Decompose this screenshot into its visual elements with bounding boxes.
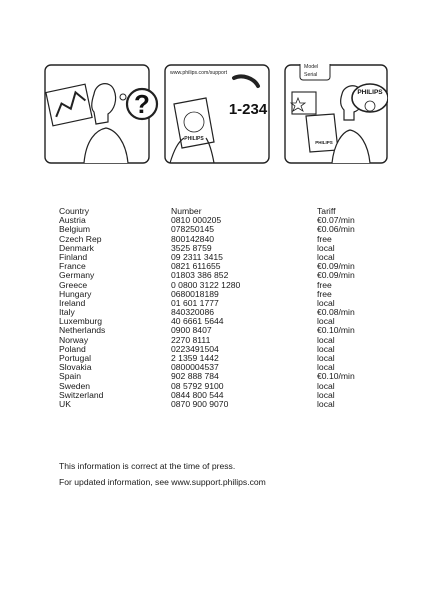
cell-number: 902 888 784	[171, 371, 219, 382]
cell-number: 0223491504	[171, 343, 219, 354]
cell-number: 01803 386 852	[171, 270, 229, 281]
brand-box: PHILIPS	[315, 140, 333, 145]
cell-country: Italy	[59, 307, 75, 318]
panel-model-serial	[285, 64, 388, 163]
cell-country: Norway	[59, 334, 89, 345]
cell-tariff: €0.06/min	[317, 224, 355, 235]
cell-country: Switzerland	[59, 389, 104, 400]
cell-tariff: local	[317, 353, 335, 363]
panel-question	[45, 65, 157, 163]
cell-number: 0810 000205	[171, 215, 222, 226]
cell-tariff: local	[317, 242, 335, 253]
cell-number: 0 0800 3122 1280	[171, 279, 241, 290]
cell-tariff: local	[317, 297, 335, 308]
cell-country: Slovakia	[59, 362, 92, 373]
cell-number: 09 2311 3415	[171, 251, 223, 262]
brand-right: PHILIPS	[357, 89, 383, 96]
cell-number: 0870 900 9070	[171, 398, 229, 409]
note-updated-info: For updated information, see www.support.philips.com	[59, 477, 266, 487]
cell-country: Hungary	[59, 288, 92, 299]
cell-country: Poland	[59, 343, 86, 354]
cell-country: Finland	[59, 251, 88, 262]
cell-tariff: €0.08/min	[317, 307, 355, 318]
cell-number: 0844 800 544	[171, 389, 224, 400]
cell-tariff: €0.07/min	[317, 215, 355, 226]
cell-number: 078250145	[171, 224, 215, 235]
table-row	[59, 400, 377, 409]
cell-tariff: €0.09/min	[317, 270, 355, 281]
cell-country: UK	[59, 398, 71, 409]
cell-country: Germany	[59, 270, 95, 281]
cell-country: Luxemburg	[59, 316, 102, 327]
cell-number: 0821 611655	[171, 261, 221, 272]
cell-number: 08 5792 9100	[171, 380, 224, 391]
cell-tariff: €0.10/min	[317, 371, 355, 382]
cell-tariff: local	[317, 380, 335, 391]
cell-number: 3525 8759	[171, 242, 212, 253]
cell-number: 0900 8407	[171, 325, 212, 336]
support-illustration-svg	[44, 64, 388, 164]
brand-left: PHILIPS	[184, 136, 204, 142]
cell-country: Denmark	[59, 242, 94, 253]
cell-tariff: free	[317, 233, 332, 244]
cell-number: 0800004537	[171, 362, 219, 373]
cell-country: Austria	[59, 215, 86, 226]
phone-label: 1-234	[228, 101, 268, 118]
cell-number: 2270 8111	[171, 334, 211, 345]
cell-tariff: local	[317, 343, 335, 354]
cell-country: Belgium	[59, 224, 91, 235]
cell-number: 0680018189	[171, 288, 219, 299]
cell-country: Ireland	[59, 297, 86, 308]
cell-tariff: local	[317, 334, 335, 345]
cell-country: Netherlands	[59, 325, 106, 336]
cell-number: 2 1359 1442	[171, 353, 219, 363]
cell-number: 840320086	[171, 307, 215, 318]
footnotes	[59, 458, 266, 490]
cell-tariff: free	[317, 279, 332, 290]
cell-number: 01 601 1777	[171, 297, 219, 308]
cell-country: Greece	[59, 279, 88, 290]
cell-country: Czech Rep	[59, 233, 102, 244]
cell-tariff: €0.10/min	[317, 325, 355, 336]
cell-tariff: local	[317, 362, 335, 373]
model-label: Model	[304, 64, 319, 70]
cell-tariff: free	[317, 288, 332, 299]
cell-tariff: local	[317, 398, 335, 409]
cell-tariff: local	[317, 389, 335, 400]
url-label: www.philips.com/support	[170, 70, 228, 76]
panel-support-phone	[165, 65, 269, 163]
question-mark: ?	[134, 89, 150, 119]
serial-label: Serial	[304, 72, 318, 78]
note-correct-at-press: This information is correct at the time of press.	[59, 461, 236, 471]
cell-country: Sweden	[59, 380, 91, 391]
support-illustration	[44, 64, 388, 164]
cell-number: 40 6661 5644	[171, 316, 224, 327]
header-country: Country	[59, 206, 90, 216]
cell-country: France	[59, 261, 86, 272]
header-tariff: Tariff	[317, 206, 336, 216]
header-number: Number	[171, 206, 202, 216]
support-table	[59, 207, 377, 409]
cell-tariff: local	[317, 316, 335, 327]
cell-tariff: €0.09/min	[317, 261, 355, 272]
cell-number: 800142840	[171, 233, 215, 244]
cell-country: Portugal	[59, 353, 92, 363]
cell-country: Spain	[59, 371, 81, 382]
cell-tariff: local	[317, 251, 335, 262]
